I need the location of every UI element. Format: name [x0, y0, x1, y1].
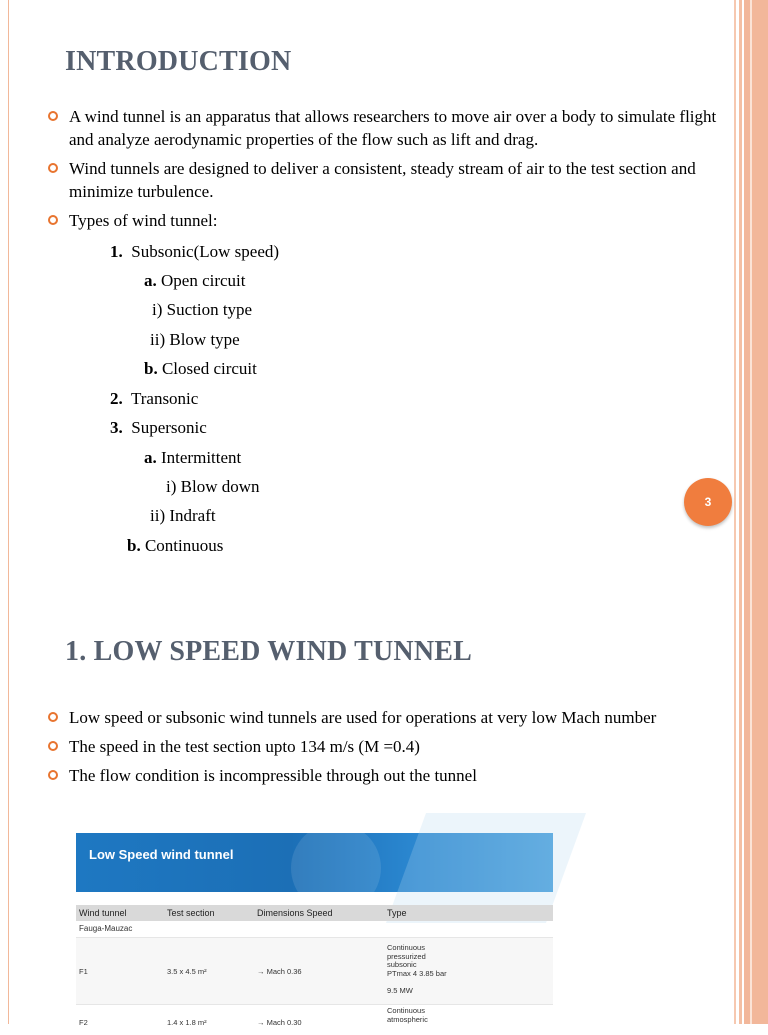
- type-subsonic: 1. Subsonic(Low speed): [110, 242, 280, 261]
- page-number-badge: 3: [684, 478, 732, 526]
- table-cell: → Mach 0.30: [257, 1018, 302, 1027]
- bullet-circle-icon: [48, 163, 58, 173]
- table-banner: [76, 833, 553, 892]
- table-cell: Continuous atmospheric: [387, 1006, 428, 1024]
- bullet-circle-icon: [48, 712, 58, 722]
- table-row: [76, 1004, 553, 1035]
- left-border-line: [8, 0, 9, 512]
- table-cell: → Mach 0.36: [257, 967, 302, 976]
- type-transonic: 2. Transonic: [110, 389, 199, 408]
- slide-low-speed-wind-tunnel: [0, 512, 768, 1027]
- type-closed-circuit: b. Closed circuit: [144, 359, 257, 378]
- bullet-circle-icon: [48, 741, 58, 751]
- low-speed-wind-tunnel-table-image: [76, 833, 553, 1028]
- slide-title: INTRODUCTION: [65, 46, 292, 77]
- list-item: Low speed or subsonic wind tunnels are used for operations at very low Mach number: [48, 706, 728, 729]
- right-border-bar: [734, 0, 736, 512]
- list-item: Wind tunnels are designed to deliver a consistent, steady stream of air to the test section and minimize turbulence.: [48, 157, 728, 203]
- banner-decoration: [291, 823, 381, 913]
- table-row: [76, 921, 553, 937]
- column-header: Dimensions Speed: [257, 908, 333, 918]
- bullet-list: [48, 105, 728, 238]
- right-border-bar: [750, 0, 752, 512]
- table-cell: 3.5 x 4.5 m²: [167, 967, 207, 976]
- table-group-label: Fauga-Mauzac: [79, 924, 133, 933]
- right-border-bar: [750, 512, 752, 1024]
- table-cell: F2: [79, 1018, 88, 1027]
- banner-title: Low Speed wind tunnel: [89, 847, 234, 862]
- type-blow-down: i) Blow down: [166, 477, 260, 496]
- slide-title: 1. LOW SPEED WIND TUNNEL: [65, 636, 473, 667]
- list-item: A wind tunnel is an apparatus that allows researchers to move air over a body to simulate flight and analyze aerodynamic properties of the flow such as lift and drag.: [48, 105, 728, 151]
- right-border-bar: [739, 512, 742, 1024]
- type-suction: i) Suction type: [152, 300, 253, 319]
- column-header: Test section: [167, 908, 215, 918]
- type-continuous: b. Continuous: [127, 536, 224, 555]
- right-border-bar: [744, 0, 768, 512]
- column-header: Type: [387, 908, 407, 918]
- type-open-circuit: a. Open circuit: [144, 271, 246, 290]
- right-border-bar: [734, 512, 736, 1024]
- left-border-line: [8, 512, 9, 1024]
- table-cell: F1: [79, 967, 88, 976]
- type-intermittent: a. Intermittent: [144, 448, 242, 467]
- list-item: The flow condition is incompressible through out the tunnel: [48, 764, 728, 787]
- right-border-bar: [739, 0, 742, 512]
- list-item: Types of wind tunnel:: [48, 209, 728, 232]
- bullet-circle-icon: [48, 111, 58, 121]
- bullet-list: [48, 706, 728, 793]
- table-header: [76, 905, 553, 921]
- right-border-bar: [744, 512, 768, 1024]
- table-cell: Continuous pressurized subsonic PTmax 4 3.85 bar: [387, 943, 447, 978]
- list-item: The speed in the test section upto 134 m/s (M =0.4): [48, 735, 728, 758]
- table-row: [76, 937, 553, 1005]
- type-blow: ii) Blow type: [150, 330, 240, 349]
- column-header: Wind tunnel: [79, 908, 127, 918]
- bullet-circle-icon: [48, 215, 58, 225]
- type-supersonic: 3. Supersonic: [110, 418, 207, 437]
- type-indraft: ii) Indraft: [150, 506, 216, 525]
- bullet-circle-icon: [48, 770, 58, 780]
- table-cell: 9.5 MW: [387, 986, 413, 995]
- table-cell: 1.4 x 1.8 m²: [167, 1018, 207, 1027]
